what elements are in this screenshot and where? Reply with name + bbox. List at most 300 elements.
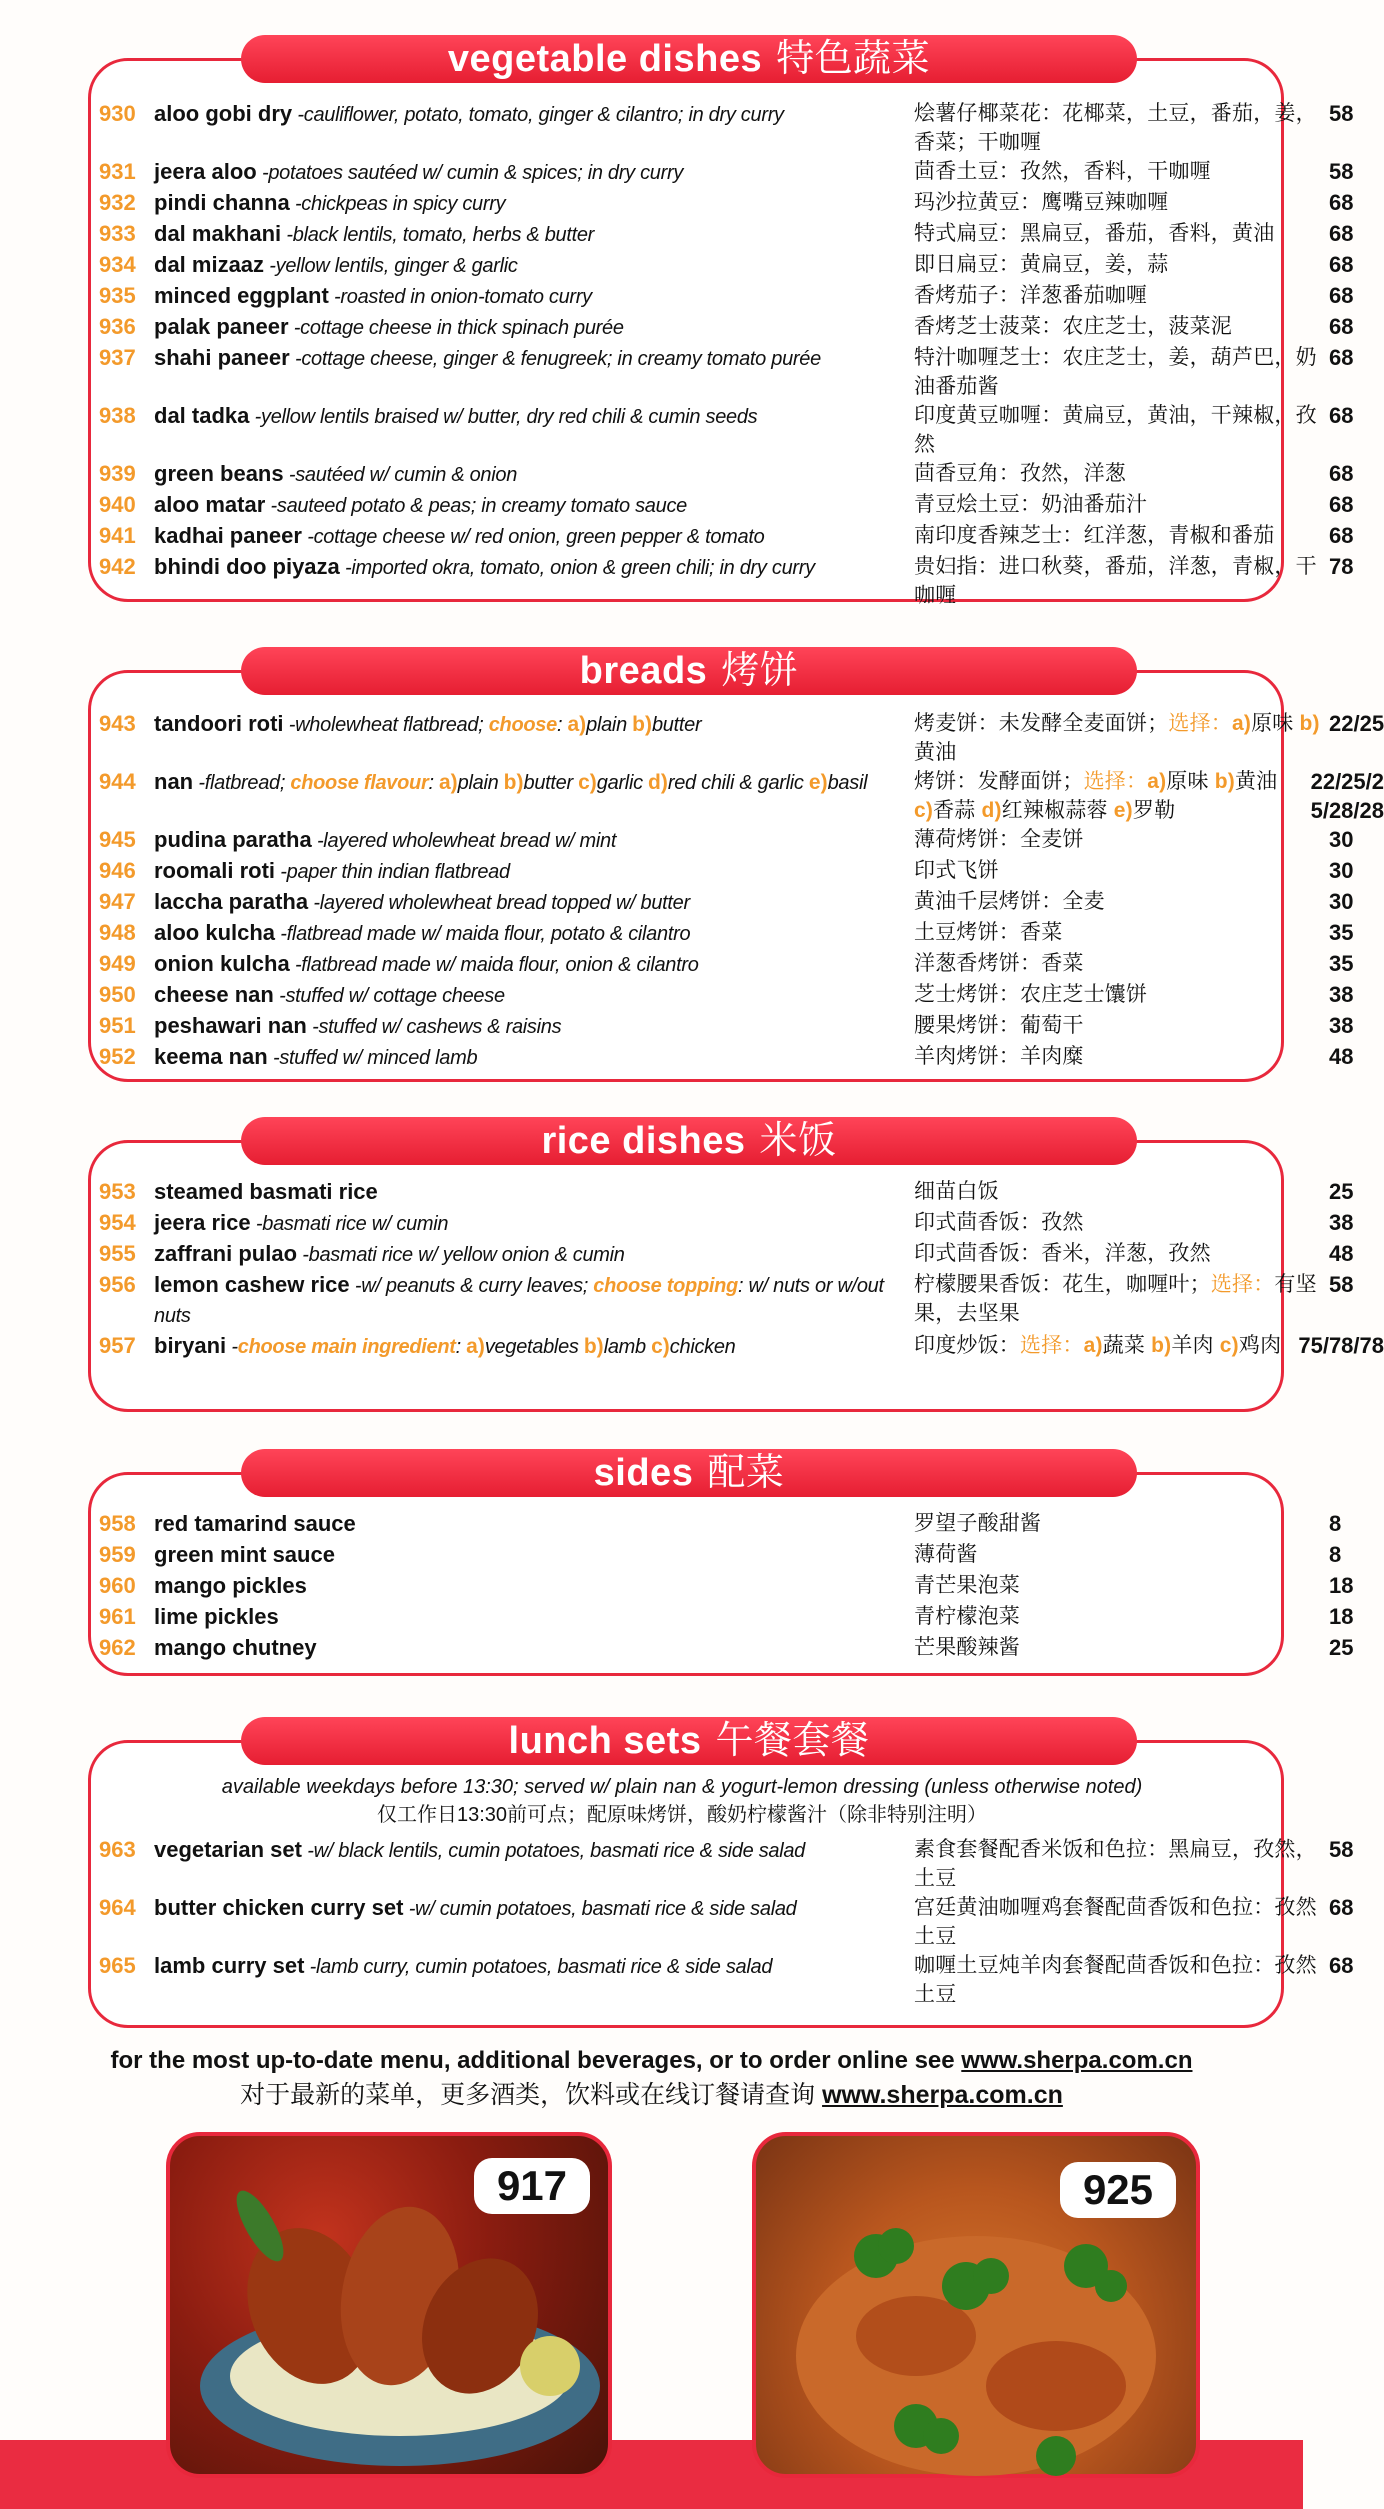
option-text: 原味	[1251, 712, 1300, 735]
item-english	[154, 250, 914, 281]
item-name: mango pickles	[154, 1573, 307, 1598]
item-english	[154, 188, 914, 219]
item-english	[154, 490, 914, 521]
menu-item	[99, 1540, 1342, 1571]
item-name: aloo gobi dry	[154, 101, 293, 126]
option-text: red chili & garlic	[667, 772, 809, 794]
option-text: vegetables	[484, 1336, 584, 1358]
item-english	[154, 1540, 914, 1571]
item-number: 961	[99, 1604, 136, 1629]
option-text: : w/ nuts or w/out nuts	[154, 1275, 884, 1327]
item-price: 68	[1329, 492, 1354, 517]
item-english	[154, 856, 914, 887]
menu-item	[99, 1509, 1342, 1540]
item-chinese: 香烤芝士菠菜：农庄芝士，菠菜泥	[914, 315, 1232, 338]
item-price: 38	[1329, 1210, 1354, 1235]
cn-choose: 选择：	[1210, 1273, 1275, 1296]
item-description: -potatoes sautéed w/ cumin & spices; in dry curry	[256, 162, 684, 184]
item-description: -yellow lentils braised w/ butter, dry red chili & cumin seeds	[249, 406, 758, 428]
section-title-cn: 米饭	[759, 1120, 837, 1162]
item-name: cheese nan	[154, 982, 274, 1007]
menu-sublist	[99, 1835, 1354, 2009]
item-chinese	[914, 767, 1294, 825]
item-chinese: 咖喱土豆炖羊肉套餐配茴香饭和色拉：孜然土豆	[914, 1954, 1317, 2006]
item-price: 25	[1329, 1179, 1354, 1204]
item-description: -stuffed w/ cashews & raisins	[306, 1016, 562, 1038]
menu-item	[99, 1951, 1354, 2009]
option-marker: b)	[1214, 770, 1235, 793]
item-chinese: 薄荷烤饼：全麦饼	[914, 828, 1084, 851]
item-price: 18	[1329, 1604, 1354, 1629]
footer-text: 对于最新的菜单，更多酒类，饮料或在线订餐请查询	[240, 2081, 823, 2109]
menu-item	[99, 1011, 1354, 1042]
option-text: 原味	[1166, 770, 1215, 793]
menu-sublist	[99, 1177, 1354, 1270]
item-name: jeera rice	[154, 1210, 251, 1235]
item-description: -lamb curry, cumin potatoes, basmati rice & side salad	[304, 1956, 773, 1978]
item-english	[154, 1893, 914, 1924]
option-text: 香蒜	[933, 799, 982, 822]
item-chinese: 黄油千层烤饼：全麦	[914, 890, 1105, 913]
item-number: 944	[99, 769, 136, 794]
item-name: lamb curry set	[154, 1953, 305, 1978]
item-price: 8	[1329, 1511, 1342, 1536]
item-name: biryani	[154, 1333, 227, 1358]
website-link[interactable]: www.sherpa.com.cn	[822, 2081, 1063, 2109]
item-price: 68	[1329, 461, 1354, 486]
item-english	[154, 521, 914, 552]
cn-choose: 选择：	[1168, 712, 1233, 735]
item-chinese: 细苗白饭	[914, 1180, 999, 1203]
option-text: 羊肉	[1171, 1334, 1220, 1357]
item-price: 68	[1329, 190, 1354, 215]
item-price: 25	[1329, 1635, 1354, 1660]
section-title-cn: 午餐套餐	[715, 1720, 870, 1762]
item-name: lime pickles	[154, 1604, 279, 1629]
item-description: -	[226, 1336, 238, 1358]
item-price: 68	[1329, 283, 1354, 308]
item-description: -sautéed w/ cumin & onion	[283, 464, 518, 486]
menu-item	[99, 1835, 1354, 1893]
menu-item	[99, 250, 1354, 281]
option-text: 黄油	[914, 741, 957, 764]
item-chinese	[914, 1270, 1329, 1328]
menu-item	[99, 219, 1354, 250]
option-marker: e)	[1113, 799, 1133, 822]
item-price: 18	[1329, 1573, 1354, 1598]
item-description: -roasted in onion-tomato curry	[328, 286, 592, 308]
item-price: 75/78/78	[1298, 1333, 1384, 1358]
item-english	[154, 1602, 914, 1633]
item-chinese: 贵妇指：进口秋葵，番茄，洋葱，青椒，干咖喱	[914, 555, 1317, 607]
item-name: pudina paratha	[154, 827, 312, 852]
option-marker: c)	[1219, 1334, 1239, 1357]
option-text: plain	[457, 772, 504, 794]
cn-choose: 选择：	[1083, 770, 1148, 793]
menu-item	[99, 1208, 1354, 1239]
item-price: 22/25/25/28/28	[1310, 769, 1384, 823]
item-description: -flatbread;	[193, 772, 291, 794]
option-marker: a)	[1232, 712, 1252, 735]
item-number: 964	[99, 1895, 136, 1920]
menu-item	[99, 856, 1354, 887]
item-english	[154, 949, 914, 980]
menu-item	[99, 552, 1354, 610]
section-title-en: lunch sets	[508, 1720, 702, 1762]
item-chinese: 印度黄豆咖喱：黄扁豆，黄油，干辣椒，孜然	[914, 404, 1317, 456]
item-chinese: 印式茴香饭：孜然	[914, 1211, 1084, 1234]
option-text: 鸡肉	[1238, 1334, 1282, 1357]
item-number: 958	[99, 1511, 136, 1536]
item-english	[154, 1951, 914, 1982]
lunch-note-en: available weekdays before 13:30; served w/ plain nan & yogurt-lemon dressing (unless otherwise noted)	[221, 1776, 1143, 1798]
item-chinese: 印式飞饼	[914, 859, 999, 882]
item-price: 78	[1329, 554, 1354, 579]
sides-section	[88, 1452, 1354, 1676]
item-chinese: 青芒果泡菜	[914, 1574, 1020, 1597]
item-chinese: 洋葱香烤饼：香菜	[914, 952, 1084, 975]
option-marker: b)	[632, 713, 652, 736]
lunch-note-cn: 仅工作日13:30前可点；配原味烤饼，酸奶柠檬酱汁（除非特别注明）	[376, 1804, 988, 1826]
item-name: roomali roti	[154, 858, 276, 883]
section-title-en: breads	[579, 650, 708, 692]
item-english	[154, 1208, 914, 1239]
item-english	[154, 281, 914, 312]
cn-choose: 选择：	[1020, 1334, 1084, 1357]
section-header	[241, 35, 1137, 83]
option-marker: c)	[651, 1335, 670, 1358]
option-marker: a)	[466, 1335, 485, 1358]
photo-item-number: 925	[1060, 2162, 1176, 2218]
item-english	[154, 1042, 914, 1073]
item-price: 68	[1329, 1895, 1354, 1920]
section-header	[241, 647, 1137, 695]
separator: :	[455, 1336, 467, 1358]
item-name: lemon cashew rice	[154, 1272, 350, 1297]
option-marker: c)	[914, 799, 934, 822]
item-chinese: 土豆烤饼：香菜	[914, 921, 1063, 944]
item-description: -stuffed w/ cottage cheese	[273, 985, 505, 1007]
item-number: 930	[99, 101, 136, 126]
item-price: 38	[1329, 982, 1354, 1007]
item-english	[154, 343, 914, 374]
menu-item	[99, 99, 1354, 157]
item-chinese: 青豆烩土豆：奶油番茄汁	[914, 493, 1148, 516]
item-price: 35	[1329, 951, 1354, 976]
item-english	[154, 1239, 914, 1270]
item-name: steamed basmati rice	[154, 1179, 378, 1204]
option-text: 黄油	[1234, 770, 1278, 793]
menu-list	[99, 709, 1384, 1073]
footer	[0, 2044, 1303, 2112]
item-price: 68	[1329, 1953, 1354, 1978]
item-chinese: 玛沙拉黄豆：鹰嘴豆辣咖喱	[914, 191, 1169, 214]
photo-item-number: 917	[474, 2158, 590, 2214]
item-name: shahi paneer	[154, 345, 290, 370]
menu-item	[99, 343, 1354, 401]
item-price: 48	[1329, 1241, 1354, 1266]
menu-item	[99, 281, 1354, 312]
item-chinese: 烩薯仔椰菜花：花椰菜，土豆，番茄，姜，香菜；干咖喱	[914, 102, 1317, 154]
item-number: 946	[99, 858, 136, 883]
item-chinese: 青柠檬泡菜	[914, 1605, 1020, 1628]
item-name: dal tadka	[154, 403, 250, 428]
item-chinese: 宫廷黄油咖喱鸡套餐配茴香饭和色拉：孜然土豆	[914, 1896, 1317, 1948]
item-number: 933	[99, 221, 136, 246]
choose-label: choose main ingredient	[237, 1336, 456, 1358]
cn-text: 烤饼：发酵面饼；	[914, 770, 1084, 793]
option-text: basil	[827, 772, 868, 794]
item-number: 932	[99, 190, 136, 215]
option-text: chicken	[669, 1336, 736, 1358]
menu-item	[99, 1893, 1354, 1951]
food-photo-curry	[752, 2132, 1200, 2478]
item-name: red tamarind sauce	[154, 1511, 356, 1536]
item-number: 937	[99, 345, 136, 370]
item-price: 68	[1329, 221, 1354, 246]
section-title-en: sides	[593, 1452, 694, 1494]
menu-item	[99, 188, 1354, 219]
choose-label: choose topping	[593, 1275, 738, 1297]
item-number: 945	[99, 827, 136, 852]
item-price: 38	[1329, 1013, 1354, 1038]
section-header	[241, 1449, 1137, 1497]
item-price: 68	[1329, 252, 1354, 277]
footer-line-cn	[0, 2078, 1303, 2112]
item-number: 953	[99, 1179, 136, 1204]
menu-item	[99, 767, 1384, 825]
menu-item	[99, 1177, 1354, 1208]
item-chinese: 芒果酸辣酱	[914, 1636, 1020, 1659]
menu-list	[99, 1509, 1354, 1664]
menu-item	[99, 157, 1354, 188]
lunch-note	[99, 1773, 1265, 1829]
item-chinese: 南印度香辣芝士：红洋葱，青椒和番茄	[914, 524, 1275, 547]
section-title-cn: 配菜	[707, 1452, 785, 1494]
item-english	[154, 980, 914, 1011]
item-description: -basmati rice w/ cumin	[250, 1213, 449, 1235]
item-description: -stuffed w/ minced lamb	[267, 1047, 478, 1069]
item-description: -paper thin indian flatbread	[275, 861, 510, 883]
menu-item	[99, 521, 1354, 552]
item-name: butter chicken curry set	[154, 1895, 404, 1920]
item-description: -layered wholewheat bread w/ mint	[311, 830, 617, 852]
menu-item	[99, 825, 1354, 856]
item-number: 959	[99, 1542, 136, 1567]
option-text: 蔬菜	[1102, 1334, 1152, 1357]
option-text: 罗勒	[1132, 799, 1176, 822]
item-description: -chickpeas in spicy curry	[289, 193, 506, 215]
cn-text: 印度炒饭：	[914, 1334, 1020, 1357]
item-english	[154, 459, 914, 490]
section-title-cn: 烤饼	[721, 650, 799, 692]
item-number: 935	[99, 283, 136, 308]
item-number: 934	[99, 252, 136, 277]
item-chinese: 茴香土豆：孜然，香料，干咖喱	[914, 160, 1211, 183]
item-name: nan	[154, 769, 194, 794]
item-number: 939	[99, 461, 136, 486]
item-chinese: 茴香豆角：孜然，洋葱	[914, 462, 1126, 485]
item-english	[154, 1633, 914, 1664]
item-name: vegetarian set	[154, 1837, 302, 1862]
item-chinese: 特式扁豆：黑扁豆，番茄，香料，黄油	[914, 222, 1275, 245]
item-english	[154, 1509, 914, 1540]
cn-text: 柠檬腰果香饭：花生，咖喱叶；	[914, 1273, 1211, 1296]
option-marker: b)	[1151, 1334, 1172, 1357]
item-name: onion kulcha	[154, 951, 290, 976]
item-price: 48	[1329, 1044, 1354, 1069]
footer-text: for the most up-to-date menu, additional beverages, or to order online see	[110, 2047, 962, 2074]
option-text: plain	[586, 714, 633, 736]
item-name: jeera aloo	[154, 159, 257, 184]
item-price: 30	[1329, 889, 1354, 914]
option-text: lamb	[603, 1336, 652, 1358]
item-number: 941	[99, 523, 136, 548]
item-chinese: 印式茴香饭：香米，洋葱，孜然	[914, 1242, 1211, 1265]
separator: :	[556, 714, 568, 736]
item-name: aloo kulcha	[154, 920, 276, 945]
item-number: 943	[99, 711, 136, 736]
item-english	[154, 887, 914, 918]
item-english	[154, 1011, 914, 1042]
item-number: 931	[99, 159, 136, 184]
menu-item	[99, 1270, 1354, 1331]
separator: :	[428, 772, 439, 794]
item-name: tandoori roti	[154, 711, 284, 736]
item-number: 948	[99, 920, 136, 945]
item-name: peshawari nan	[154, 1013, 307, 1038]
item-description: -cottage cheese in thick spinach purée	[288, 317, 624, 339]
menu-item	[99, 709, 1384, 767]
item-chinese: 素食套餐配香米饭和色拉：黑扁豆，孜然，土豆	[914, 1838, 1317, 1890]
item-name: bhindi doo piyaza	[154, 554, 340, 579]
item-number: 951	[99, 1013, 136, 1038]
menu-item	[99, 312, 1354, 343]
item-name: green mint sauce	[154, 1542, 335, 1567]
option-marker: e)	[808, 771, 828, 794]
item-chinese	[914, 709, 1329, 767]
menu-item	[99, 401, 1354, 459]
item-english	[154, 99, 914, 130]
item-number: 963	[99, 1837, 136, 1862]
lunch-sets-section	[88, 1720, 1354, 2028]
item-description: -yellow lentils, ginger & garlic	[264, 255, 518, 277]
item-chinese: 即日扁豆：黄扁豆，姜，蒜	[914, 253, 1169, 276]
item-price: 58	[1329, 1837, 1354, 1862]
item-number: 962	[99, 1635, 136, 1660]
item-name: kadhai paneer	[154, 523, 302, 548]
menu-item	[99, 459, 1354, 490]
item-number: 947	[99, 889, 136, 914]
item-english	[154, 552, 914, 583]
option-text: garlic	[596, 772, 649, 794]
item-description: -cauliflower, potato, tomato, ginger & cilantro; in dry curry	[292, 104, 784, 126]
breads-section	[88, 650, 1384, 1082]
item-number: 960	[99, 1573, 136, 1598]
item-name: keema nan	[154, 1044, 268, 1069]
menu-item	[99, 1331, 1384, 1362]
item-english	[154, 157, 914, 188]
menu-item	[99, 1239, 1354, 1270]
menu-item	[99, 1633, 1354, 1664]
item-number: 936	[99, 314, 136, 339]
item-price: 68	[1329, 523, 1354, 548]
item-english	[154, 1177, 914, 1208]
option-text: 有坚果，去坚果	[914, 1273, 1317, 1325]
item-number: 957	[99, 1333, 136, 1358]
item-price: 58	[1329, 159, 1354, 184]
item-name: minced eggplant	[154, 283, 329, 308]
item-english	[154, 219, 914, 250]
menu-sublist	[99, 825, 1354, 1073]
item-chinese: 香烤茄子：洋葱番茄咖喱	[914, 284, 1148, 307]
item-name: dal mizaaz	[154, 252, 265, 277]
item-price: 8	[1329, 1542, 1342, 1567]
menu-item	[99, 980, 1354, 1011]
item-price: 22/25	[1329, 711, 1384, 736]
vegetable-dishes-section	[88, 38, 1354, 607]
choose-label: choose flavour	[290, 772, 429, 794]
item-english	[154, 1331, 914, 1362]
item-description: -basmati rice w/ yellow onion & cumin	[297, 1244, 625, 1266]
item-description: -wholewheat flatbread;	[283, 714, 489, 736]
item-description: -cottage cheese w/ red onion, green pepper & tomato	[301, 526, 765, 548]
item-english	[154, 401, 914, 432]
item-chinese	[914, 1331, 1294, 1360]
section-header	[241, 1117, 1137, 1165]
item-name: zaffrani pulao	[154, 1241, 298, 1266]
item-name: dal makhani	[154, 221, 282, 246]
item-english	[154, 709, 914, 740]
item-name: green beans	[154, 461, 284, 486]
item-number: 949	[99, 951, 136, 976]
option-text: butter	[523, 772, 579, 794]
item-number: 954	[99, 1210, 136, 1235]
menu-list	[99, 1773, 1354, 2009]
item-name: mango chutney	[154, 1635, 317, 1660]
option-marker: a)	[438, 771, 458, 794]
item-number: 956	[99, 1272, 136, 1297]
section-title-cn: 特色蔬菜	[776, 38, 931, 80]
option-marker: b)	[503, 771, 524, 794]
food-photo-tandoori	[166, 2132, 612, 2478]
item-description: -layered wholewheat bread topped w/ butter	[308, 892, 690, 914]
item-english	[154, 825, 914, 856]
option-marker: b)	[1299, 712, 1320, 735]
item-number: 938	[99, 403, 136, 428]
option-marker: a)	[567, 713, 587, 736]
item-name: laccha paratha	[154, 889, 309, 914]
item-english	[154, 918, 914, 949]
item-number: 952	[99, 1044, 136, 1069]
item-description: -sauteed potato & peas; in creamy tomato sauce	[265, 495, 687, 517]
item-description: -flatbread made w/ maida flour, onion & cilantro	[289, 954, 699, 976]
item-description: -black lentils, tomato, herbs & butter	[281, 224, 595, 246]
item-description: -flatbread made w/ maida flour, potato & cilantro	[275, 923, 691, 945]
item-price: 35	[1329, 920, 1354, 945]
item-description: -w/ cumin potatoes, basmati rice & side salad	[403, 1898, 797, 1920]
website-link[interactable]: www.sherpa.com.cn	[961, 2047, 1193, 2074]
item-english	[154, 1270, 914, 1331]
item-number: 955	[99, 1241, 136, 1266]
option-marker: d)	[648, 771, 668, 794]
menu-item	[99, 1602, 1354, 1633]
option-marker: b)	[583, 1335, 604, 1358]
menu-item	[99, 1571, 1354, 1602]
item-chinese: 薄荷酱	[914, 1543, 978, 1566]
item-chinese: 芝士烤饼：农庄芝士馕饼	[914, 983, 1148, 1006]
menu-item	[99, 490, 1354, 521]
